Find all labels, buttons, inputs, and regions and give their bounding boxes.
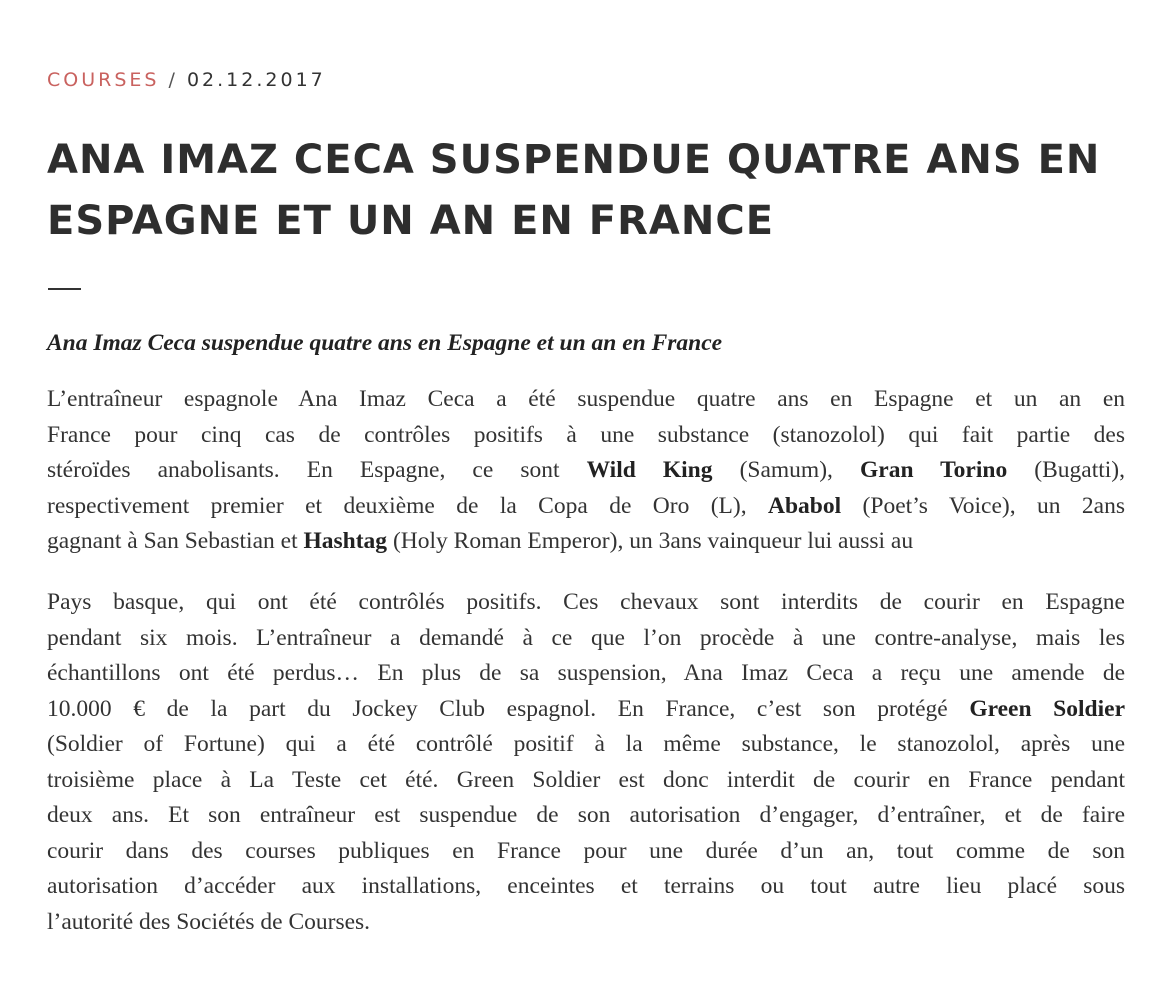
paragraph-line: (Soldier of Fortune) qui a été contrôlé positif à la même substance, le stanozolol, après une [47,731,1125,757]
article-title-line-1: ANA IMAZ CECA SUSPENDUE QUATRE ANS EN [47,137,1101,183]
paragraph-line: autorisation d’accéder aux installations, enceintes et terrains ou tout autre lieu placé sous [47,873,1125,899]
paragraph-line: pendant six mois. L’entraîneur a demandé à ce que l’on procède à une contre-analyse, mais les [47,624,1125,651]
paragraph-line [47,453,1125,489]
paragraph-line: L’entraîneur espagnole Ana Imaz Ceca a été suspendue quatre ans en Espagne et un an en [47,386,1125,412]
article-paragraph-1 [47,382,1125,560]
horse-name-wild-king: Wild King [586,457,713,483]
text-run: gagnant à San Sebastian et [47,528,304,554]
paragraph-line: échantillons ont été perdus… En plus de sa suspension, Ana Imaz Ceca a reçu une amende de [47,660,1125,686]
paragraph-line: l’autorité des Sociétés de Courses. [47,908,371,935]
title-divider [48,288,81,290]
post-meta [47,66,326,94]
article-lead: Ana Imaz Ceca suspendue quatre ans en Espagne et un an en France [47,330,723,356]
horse-name-gran-torino: Gran Torino [859,457,1008,483]
text-run: (Samum), [712,457,860,483]
paragraph-line [47,692,1125,728]
horse-name-hashtag: Hashtag [303,528,388,554]
text-run: respectivement premier et deuxième de la Copa de Oro (L), [47,492,769,519]
horse-name-green-soldier: Green Soldier [969,695,1125,722]
article-paragraph-2 [47,585,1125,940]
horse-name-ababol: Ababol [768,492,842,519]
paragraph-line [47,524,1125,560]
text-run: (Bugatti), [1007,457,1125,483]
paragraph-line: Pays basque, qui ont été contrôlés positifs. Ces chevaux sont interdits de courir en Espagne [47,589,1125,615]
post-date: 02.12.2017 [186,69,326,91]
text-run: (Poet’s Voice), un 2ans [841,492,1125,519]
article-title-line-2: ESPAGNE ET UN AN EN FRANCE [47,198,775,244]
text-run: (Holy Roman Emperor), un 3ans vainqueur lui aussi au [387,528,914,554]
paragraph-line: deux ans. Et son entraîneur est suspendue de son autorisation d’engager, d’entraîner, et de faire [47,802,1125,828]
paragraph-line [47,489,1125,525]
article-title [47,130,1127,252]
meta-separator: / [159,69,187,91]
paragraph-line: troisième place à La Teste cet été. Green Soldier est donc interdit de courir en France pendant [47,766,1125,793]
paragraph-line: courir dans des courses publiques en France pour une durée d’un an, tout comme de son [47,837,1125,864]
text-run: 10.000 € de la part du Jockey Club espagnol. En France, c’est son protégé [47,695,970,722]
text-run: stéroïdes anabolisants. En Espagne, ce sont [47,457,587,483]
category-link[interactable]: COURSES [47,69,160,91]
paragraph-line: France pour cinq cas de contrôles positifs à une substance (stanozolol) qui fait partie des [47,421,1125,448]
